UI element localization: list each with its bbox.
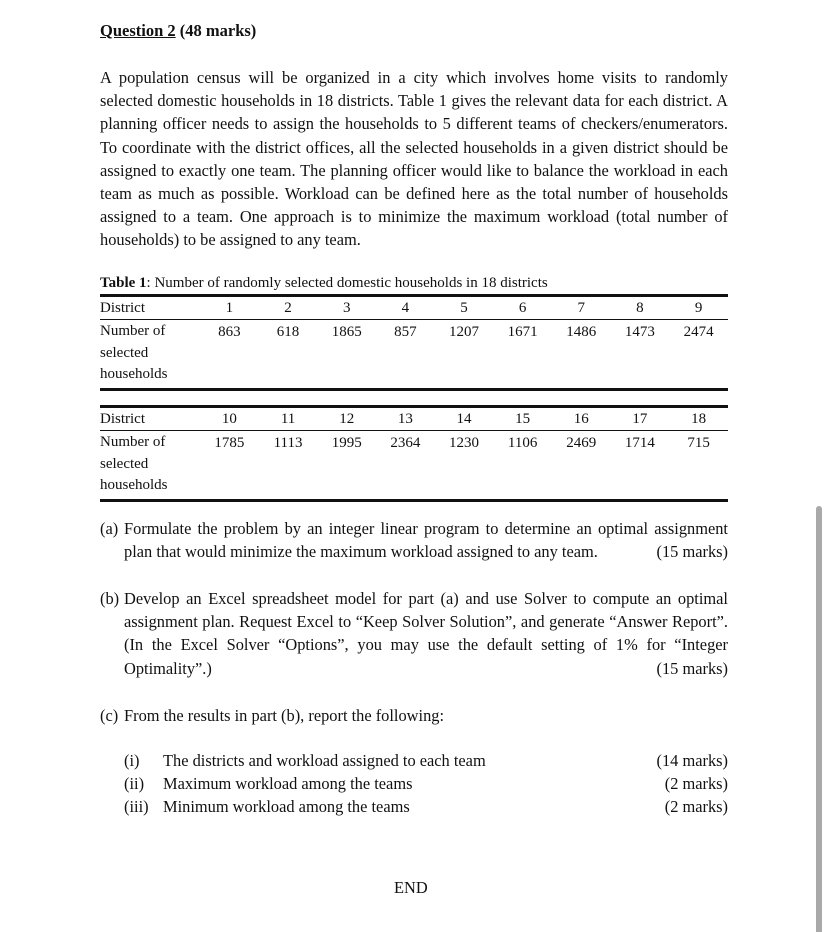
district-number: 1 [225, 300, 234, 316]
household-count: 1230 [448, 435, 479, 451]
header-label: District [100, 411, 145, 427]
part-b-text: Develop an Excel spreadsheet model for part (a) and use Solver to compute an optimal assignment plan. Request Excel to “Keep Solver Solution”, and generate “Answer Report”. (In the Excel Solver “Options”, you may use the default setting of 1% for “Integer Optimality”.) [124, 589, 728, 678]
district-number: 13 [397, 411, 413, 427]
subpart-text: Maximum workload among the teams [163, 774, 413, 793]
district-number: 7 [577, 300, 585, 316]
part-a-label: (a) [100, 519, 119, 538]
district-number: 5 [460, 300, 468, 316]
part-a-marks: (15 marks) [656, 542, 728, 562]
part-c [100, 704, 728, 727]
subpart-number: (ii) [124, 774, 145, 793]
district-table-part-1 [100, 294, 728, 391]
subpart-number: (iii) [124, 797, 149, 816]
household-count: 1714 [624, 435, 655, 451]
household-count: 2364 [390, 435, 421, 451]
subpart-text: Minimum workload among the teams [163, 797, 410, 816]
district-number: 11 [280, 411, 296, 427]
household-count: 2474 [683, 324, 714, 340]
end-marker: END [394, 878, 428, 897]
district-number: 15 [515, 411, 531, 427]
district-table-part-2 [100, 405, 728, 502]
district-number: 12 [339, 411, 355, 427]
subpart-text: The districts and workload assigned to each team [163, 751, 486, 770]
row-label: Number of selected households [100, 323, 168, 382]
question-number: Question 2 [100, 21, 176, 40]
household-count: 1473 [624, 324, 655, 340]
household-count: 863 [218, 324, 241, 340]
part-b-marks: (15 marks) [656, 658, 728, 678]
district-number: 14 [456, 411, 472, 427]
household-count: 2469 [566, 435, 597, 451]
household-count: 1486 [566, 324, 597, 340]
part-b [100, 587, 728, 680]
household-count: 1207 [448, 324, 479, 340]
part-a-text: Formulate the problem by an integer linear program to determine an optimal assignment plan that would minimize the maximum workload assigned to any team. [124, 519, 728, 562]
district-number: 2 [284, 300, 292, 316]
district-number: 3 [342, 300, 351, 316]
table-caption-text: : Number of randomly selected domestic households in 18 districts [146, 275, 548, 291]
question-intro-paragraph: A population census will be organized in a city which involves home visits to randomly selected domestic households in 18 districts. Table 1 gives the relevant data for each district. A planning officer needs to assign the households to 5 different teams of checkers/enumerators. To coordinate with the district offices, all the selected households in a given district should be assigned to exactly one team. The planning officer would like to balance the workload in each team as much as possible. Workload can be defined here as the total number of households assigned to a team. One approach is to minimize the maximum workload (total number of households) to be assigned to any team. [100, 68, 728, 250]
header-label: District [100, 300, 145, 316]
household-count: 857 [394, 324, 417, 340]
district-number: 6 [518, 300, 527, 316]
part-c-label: (c) [100, 706, 119, 725]
subpart-number: (i) [124, 751, 140, 770]
table-row [100, 431, 728, 501]
subpart-marks: (2 marks) [664, 797, 728, 816]
vertical-scrollbar[interactable] [816, 506, 822, 932]
district-number: 4 [401, 300, 410, 316]
district-number: 17 [632, 411, 648, 427]
district-number: 18 [691, 411, 707, 427]
district-number: 10 [221, 411, 237, 427]
district-number: 9 [694, 300, 703, 316]
household-count: 618 [276, 324, 300, 340]
household-count: 1995 [331, 435, 362, 451]
household-count: 1865 [331, 324, 362, 340]
table-caption-label: Table 1 [100, 275, 147, 291]
household-count: 715 [687, 435, 710, 451]
question-title [100, 21, 256, 41]
table-header-row [100, 296, 728, 320]
household-count: 1106 [507, 435, 538, 451]
household-count: 1113 [273, 435, 303, 451]
table-caption [100, 275, 548, 292]
question-total-marks: (48 marks) [175, 21, 257, 40]
table-row [100, 320, 728, 390]
part-b-label: (b) [100, 589, 120, 608]
subpart-marks: (2 marks) [664, 774, 728, 793]
row-label: Number of selected households [100, 434, 168, 493]
subpart-marks: (14 marks) [656, 751, 728, 770]
household-count: 1785 [214, 435, 245, 451]
part-c-text: From the results in part (b), report the following: [124, 706, 445, 725]
part-a [100, 517, 728, 563]
district-number: 8 [636, 300, 644, 316]
table-header-row [100, 407, 728, 431]
household-count: 1671 [507, 324, 538, 340]
district-number: 16 [573, 411, 589, 427]
